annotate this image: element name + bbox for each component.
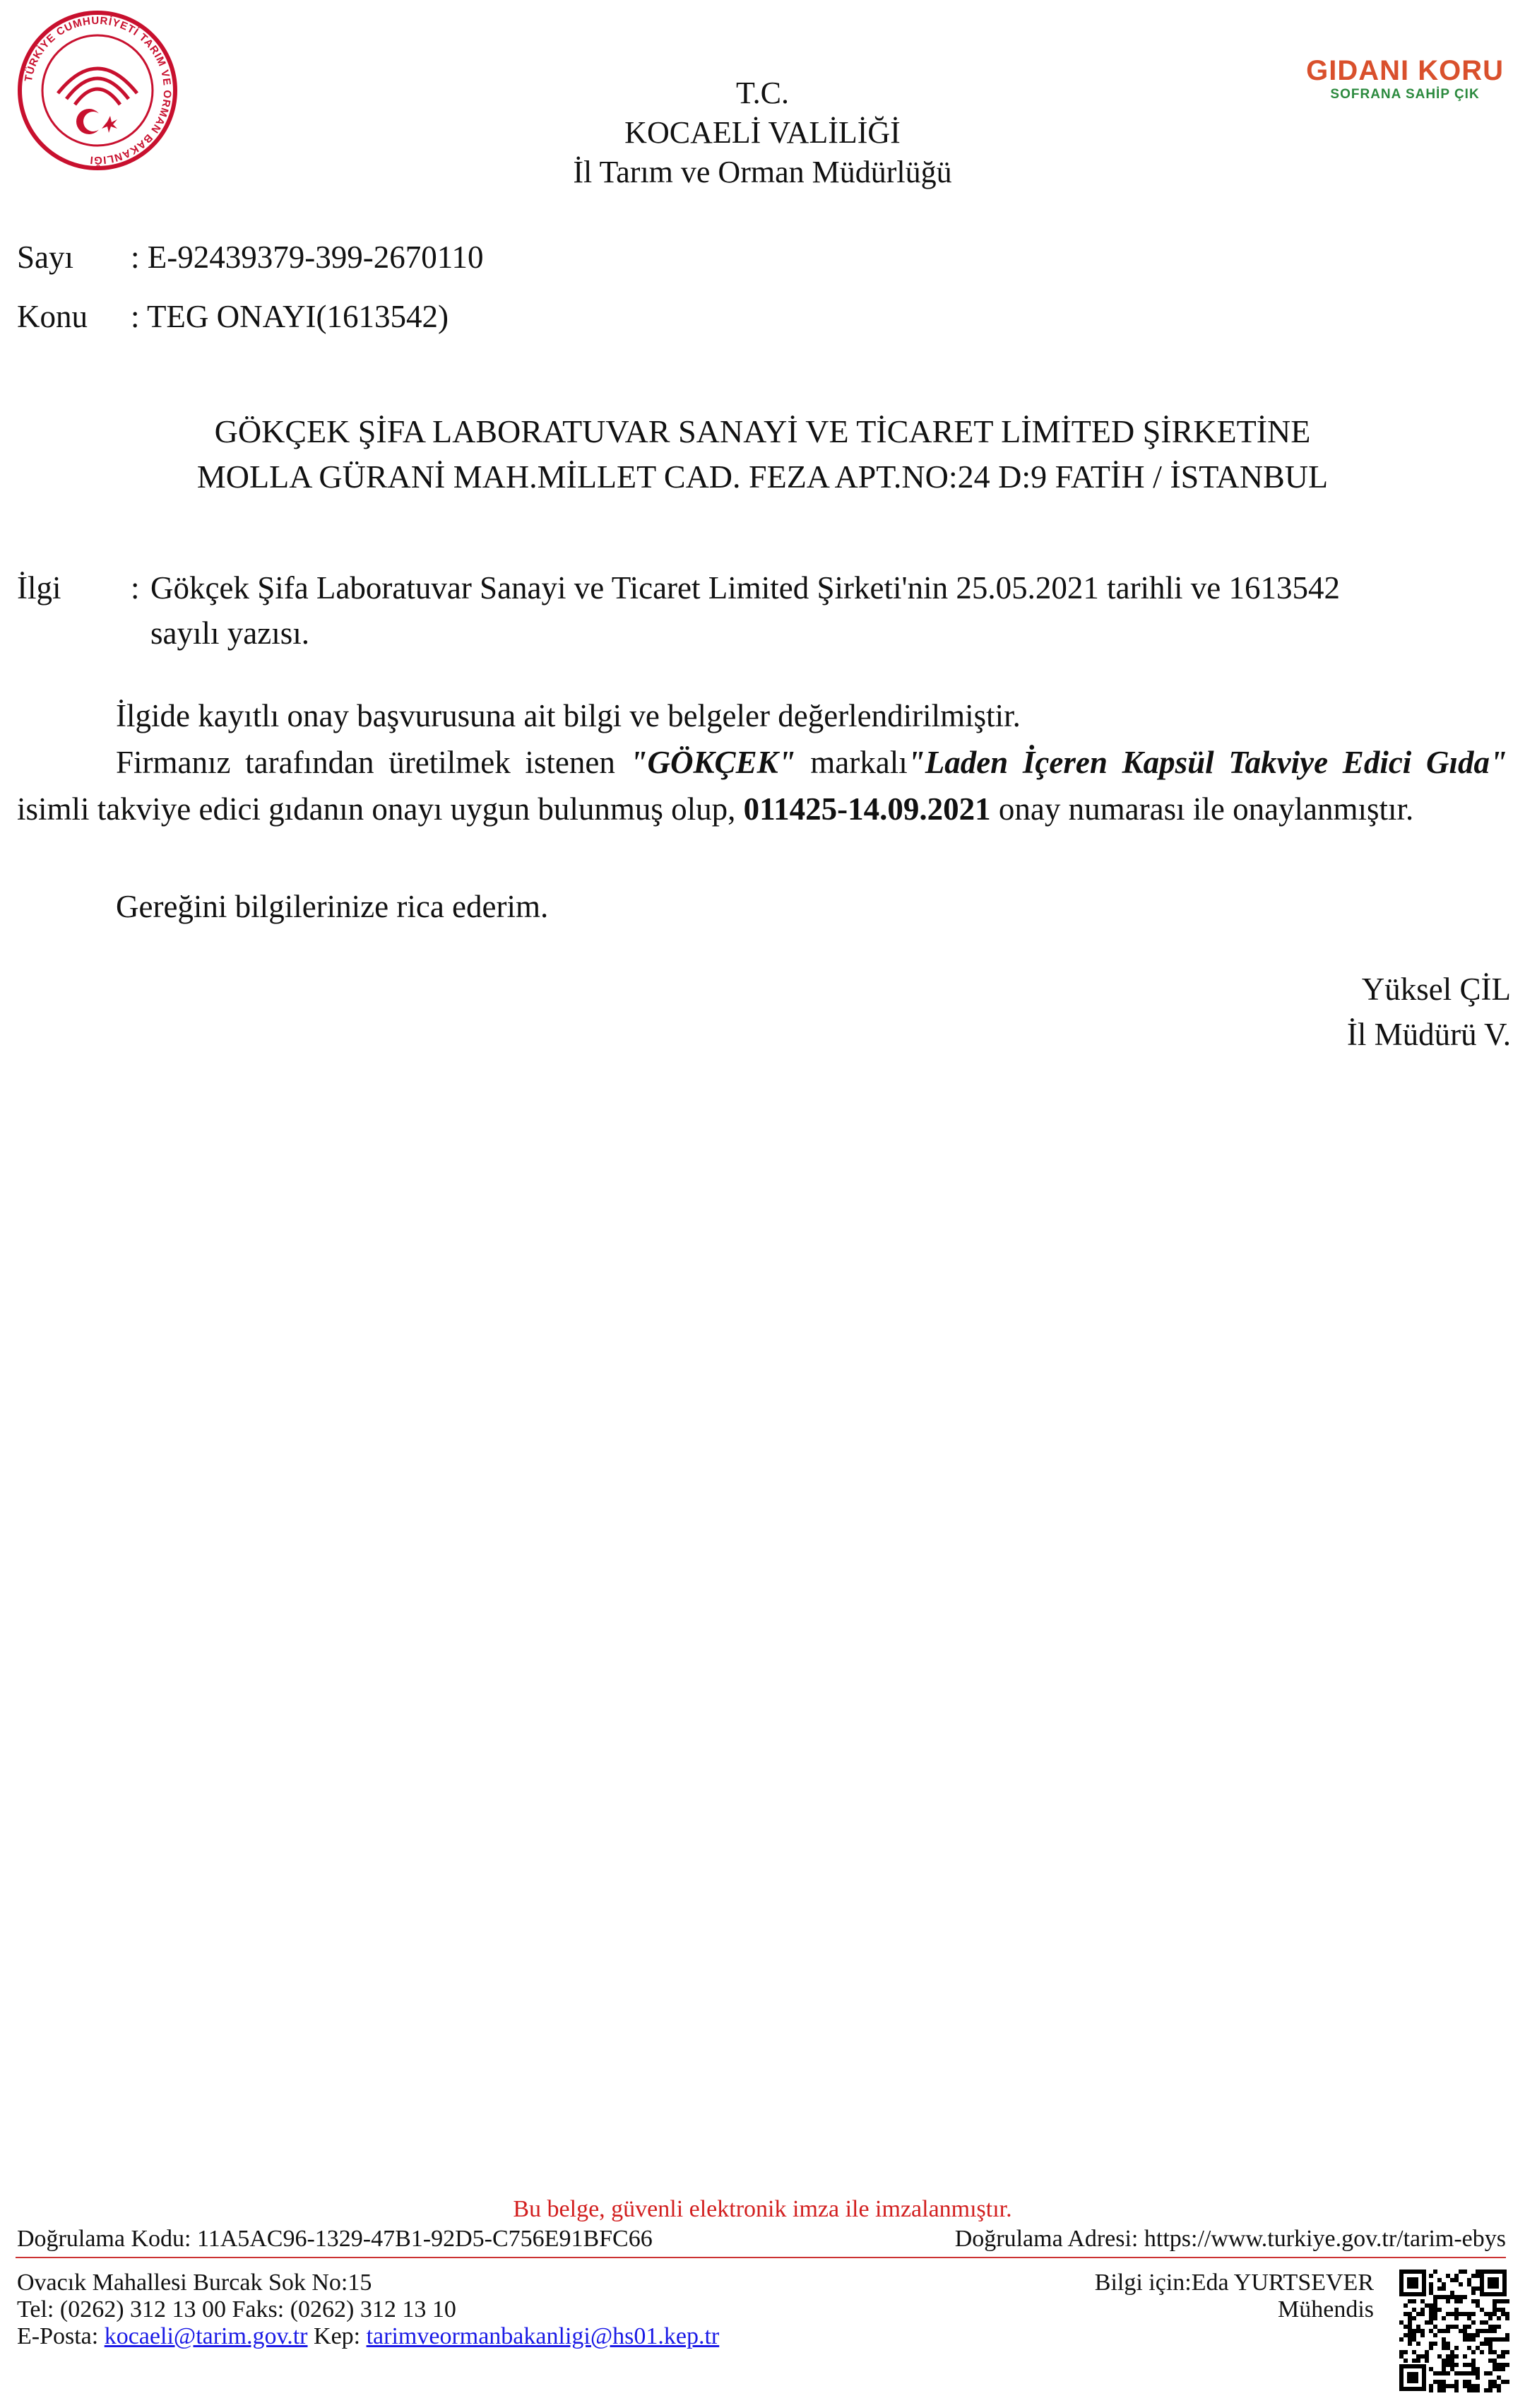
ilgi-line1: Gökçek Şifa Laboratuvar Sanayi ve Ticaret Limited Şirketi'nin 25.05.2021 tarihli ve 1613542 [150, 570, 1341, 606]
svg-text:TÜRKİYE CUMHURİYETİ TARIM VE O: TÜRKİYE CUMHURİYETİ TARIM VE ORMAN BAKANLIĞI [22, 14, 174, 167]
footer-contact [17, 2323, 719, 2350]
contact-person: Bilgi için:Eda YURTSEVER [1094, 2270, 1374, 2296]
email-label: E-Posta: [17, 2323, 105, 2349]
body-paragraph-2 [17, 739, 1507, 832]
konu-value: : TEG ONAYI(1613542) [131, 299, 449, 334]
email-link[interactable]: kocaeli@tarim.gov.tr [104, 2323, 308, 2349]
esign-notice: Bu belge, güvenli elektronik imza ile imzalanmıştır. [513, 2196, 1012, 2222]
footer-divider [16, 2257, 1506, 2258]
body-paragraph-1: İlgide kayıtlı onay başvurusuna ait bilgi ve belgeler değerlendirilmiştir. [116, 698, 1021, 733]
p2-text-c: isimli takviye edici gıdanın onayı uygun bulunmuş olup, [17, 791, 744, 827]
sayi-value: : E-92439379-399-2670110 [131, 240, 484, 275]
kep-link[interactable]: tarimveormanbakanligi@hs01.kep.tr [366, 2323, 720, 2349]
footer-phone: Tel: (0262) 312 13 00 Faks: (0262) 312 13 10 [17, 2296, 456, 2323]
header-line-governorship: KOCAELİ VALİLİĞİ [624, 115, 901, 150]
contact-person-title: Mühendis [1278, 2296, 1374, 2323]
sayi-label: Sayı [17, 240, 74, 275]
qr-code-icon [1396, 2267, 1509, 2394]
p2-brand-name: "GÖKÇEK" [629, 745, 796, 780]
p2-text-d: onay numarası ile onaylanmıştır. [990, 791, 1414, 827]
header-line-tc: T.C. [736, 76, 789, 110]
meta-sayi-row [0, 237, 636, 277]
brand-main-text: GIDANI KORU [1306, 55, 1504, 86]
signer-title: İl Müdürü V. [1346, 1017, 1511, 1052]
brand-sub-text: SOFRANA SAHİP ÇIK [1330, 87, 1480, 102]
p2-product-name: "Laden İçeren Kapsül Takviye Edici Gıda" [907, 745, 1507, 780]
header-line-directorate: İl Tarım ve Orman Müdürlüğü [573, 155, 952, 189]
konu-label: Konu [17, 299, 88, 334]
ilgi-line2: sayılı yazısı. [150, 615, 309, 651]
meta-konu-row [0, 297, 636, 336]
signer-name: Yüksel ÇİL [1361, 972, 1511, 1007]
p2-text-a: Firmanız tarafından üretilmek istenen [116, 745, 630, 780]
ilgi-colon: : [131, 570, 140, 606]
p2-text-b: markalı [795, 745, 908, 780]
verification-code: Doğrulama Kodu: 11A5AC96-1329-47B1-92D5-C756E91BFC66 [17, 2226, 653, 2252]
ilgi-block [0, 565, 1525, 664]
ilgi-label: İlgi [17, 570, 61, 606]
body-paragraph-3: Gereğini bilgilerinize rica ederim. [116, 889, 549, 924]
verification-address: Doğrulama Adresi: https://www.turkiye.gov.tr/tarim-ebys [954, 2226, 1506, 2252]
p2-approval-number: 011425-14.09.2021 [743, 791, 991, 827]
footer-address: Ovacık Mahallesi Burcak Sok No:15 [17, 2270, 372, 2296]
addressee-company: GÖKÇEK ŞİFA LABORATUVAR SANAYİ VE TİCARET LİMİTED ŞİRKETİNE [214, 413, 1311, 449]
gidani-koru-logo [1306, 55, 1504, 103]
kep-label: Kep: [307, 2323, 367, 2349]
addressee-address: MOLLA GÜRANİ MAH.MİLLET CAD. FEZA APT.NO:24 D:9 FATİH / İSTANBUL [196, 459, 1329, 495]
